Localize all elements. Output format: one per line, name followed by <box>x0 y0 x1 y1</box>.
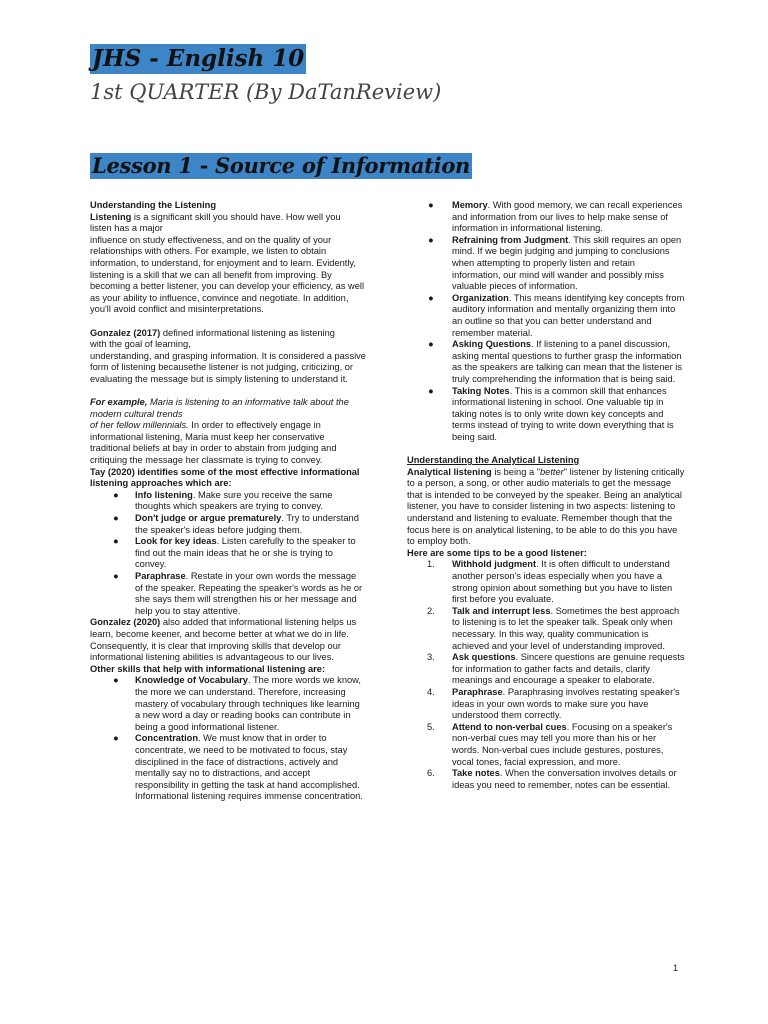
tay-list <box>90 490 366 618</box>
paragraph-tay: Tay (2020) identifies some of the most effective informational listening approaches which are: <box>90 466 360 489</box>
document-subtitle: 1st QUARTER (By DaTanReview) <box>90 80 442 104</box>
list-item: ● Don't judge or argue prematurely. Try to understand the speaker's ideas before judging them. <box>113 513 359 535</box>
other-skills-list <box>90 675 366 803</box>
list-item: 4. Paraphrase. Paraphrasing involves restating speaker's ideas in your own words to make sure you have understood them correctly. <box>427 686 680 721</box>
left-column <box>90 200 366 803</box>
tips-list <box>407 559 685 791</box>
lesson-heading: Lesson 1 - Source of Information <box>92 153 470 178</box>
list-item: 3. Ask questions. Sincere questions are genuine requests for information to gather facts and details, clarify meanings and encourage a speaker to elaborate. <box>427 652 685 686</box>
paragraph-example: For example, Maria is listening to an informative talk about the modern cultural trends of her fellow millennials. In order to effectively engage in informational listening, Maria must keep her conservative traditional beliefs at bay in order to abstain from judging and critiquing the message her classmate is trying to convey. <box>90 397 349 466</box>
section-heading: Understanding the Listening <box>90 200 217 210</box>
list-item: ● Memory. With good memory, we can recall experiences and information from our lives to help make sense of information in informational listening. <box>428 200 683 234</box>
list-item: ● Organization. This means identifying key concepts from auditory information and mentally organizing them into an outline so that you can better understand and remember material. <box>428 292 685 338</box>
document-title: JHS - English 10 <box>92 45 305 72</box>
list-item: ● Taking Notes. This is a common skill that enhances informational listening in school. One valuable tip in taking notes is to only write down key concepts and terms instead of trying to write down everything that is being said. <box>428 385 674 442</box>
right-column <box>407 200 685 791</box>
paragraph-gonzalez-2017: Gonzalez (2017) defined informational listening as listening with the goal of learning, understanding, and grasping information. It is considered a passive form of listening becausethe listener is not judging, criticizing, or evaluating the message but is simply listening to understand it. <box>90 327 366 384</box>
list-item: ● Paraphrase. Restate in your own words the message of the speaker. Repeating the speaker's words as he or she says them will strengthen his or her message and help you to stay attentive. <box>113 571 363 616</box>
list-item: ● Knowledge of Vocabulary. The more words we know, the more we can understand. Therefore, increasing mastery of vocabulary through techniques like learning a new word a day or reading books can contribute in being a good informational listener. <box>113 675 361 732</box>
paragraph-gonzalez-2020: Gonzalez (2020) also added that informational listening helps us learn, become keener, and become better at what we do in life. Consequently, it is clear that improving skills that develop our informational listening abilities is advantageous to our lives. <box>90 617 357 663</box>
section-heading-analytical: Understanding the Analytical Listening <box>407 455 580 466</box>
page-number: 1 <box>673 963 679 973</box>
list-item: 2. Talk and interrupt less. Sometimes the best approach to listening is to let the speaker talk. Speak only when necessary. In this way, quality communication is achieved and your level of understanding improved. <box>427 605 680 651</box>
list-item: 5. Attend to non-verbal cues. Focusing on a speaker's non-verbal cues may tell you more than his or her words. Non-verbal cues include gestures, postures, vocal tones, facial expression, and more. <box>427 721 673 767</box>
skills-list-continued <box>407 200 685 443</box>
paragraph-tips: Here are some tips to be a good listener: <box>407 547 587 558</box>
list-item: ● Look for key ideas. Listen carefully to the speaker to find out the main ideas that he or she is trying to convey. <box>113 536 356 570</box>
list-item: 1. Withhold judgment. It is often difficult to understand another person's ideas especially when you have a strong opinion about something but you have to listen first before you evaluate. <box>427 559 673 605</box>
list-item: ● Concentration. We must know that in order to concentrate, we need to be motivated to focus, stay disciplined in the face of distractions, actively and mentally say no to distractions, and accept responsibility in getting the task at hand accomplished. Informational listening requires immense concentration. <box>113 733 363 802</box>
paragraph-other-skills: Other skills that help with informational listening are: <box>90 663 326 674</box>
list-item: 6. Take notes. When the conversation involves details or ideas you need to remember, notes can be essential. <box>427 768 677 790</box>
list-item: ● Info listening. Make sure you receive the same thoughts which speakers are trying to convey. <box>113 489 333 512</box>
paragraph-analytical: Analytical listening is being a "better" listener by listening critically to a person, a song, or other audio materials to get the message that is intended to be conveyed by the speaker. Being an analytical listener, you have to consider listening in two aspects: listening to understand and listening to evaluate. Remember though that the focus here is on analytical listening, to be able to do this you have to employ both. <box>407 466 685 547</box>
list-item: ● Asking Questions. If listening to a panel discussion, asking mental questions to further grasp the information as the speakers are talking can mean that the listener is truly comprehending the information that is being said. <box>428 339 682 384</box>
list-item: ● Refraining from Judgment. This skill requires an open mind. If we begin judging and jumping to conclusions when attempting to properly listen and retain information, our mind will wander and possibly miss valuable pieces of information. <box>428 234 682 292</box>
paragraph-listening: Listening is a significant skill you should have. How well you listen has a major influence on study effectiveness, and on the quality of your relationships with others. For example, we listen to obtain information, to understand, for enjoyment and to learn. Evidently, listening is a skill that we can all benefit from improving. By becoming a better listener, you can develop your efficiency, as well as your ability to influence, convince and negotiate. In addition, you'll avoid conflict and misinterpretations. <box>90 211 365 315</box>
